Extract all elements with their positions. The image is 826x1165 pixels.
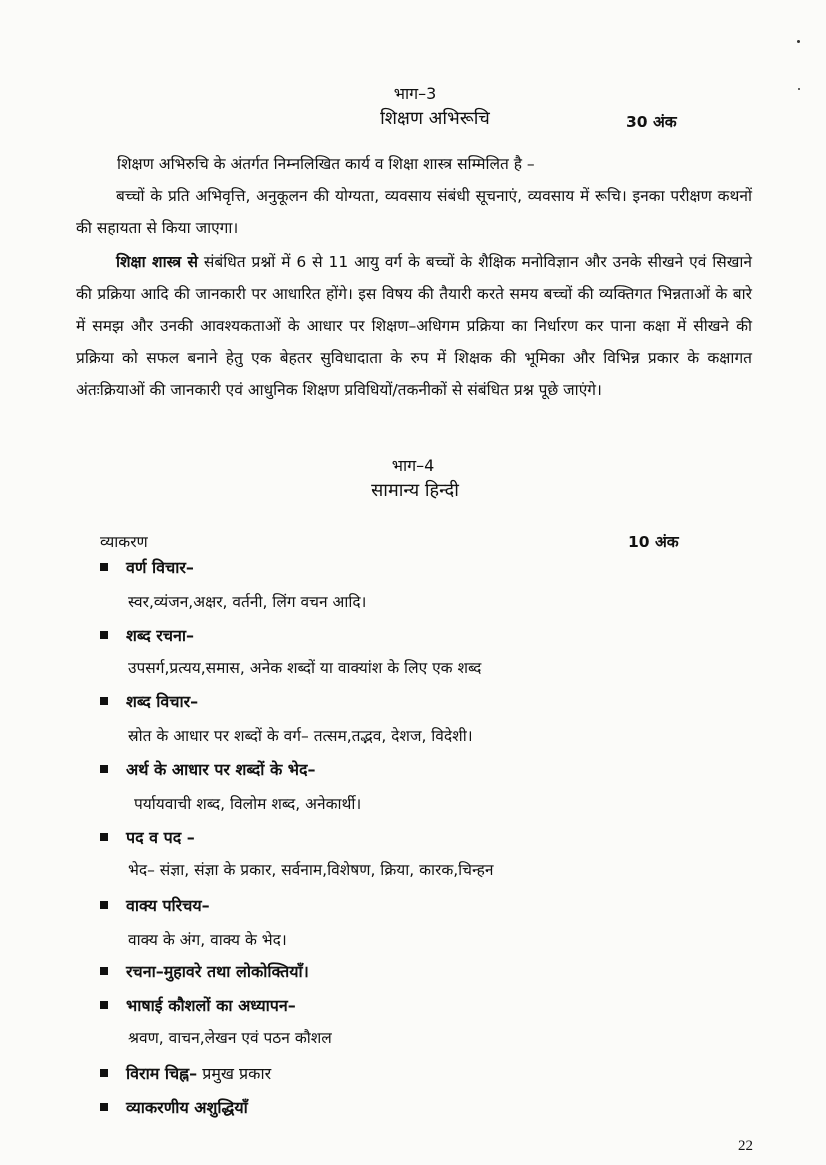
scan-speck [797, 40, 800, 43]
grammar-item-title: पद व पद – [126, 828, 195, 847]
grammar-item-title: शब्द रचना– [126, 626, 195, 645]
grammar-item-title: भाषाई कौशलों का अध्यापन– [126, 996, 296, 1015]
grammar-item [100, 994, 296, 1016]
grammar-item [100, 960, 309, 982]
grammar-section-marks: 10 अंक [628, 533, 679, 551]
grammar-item-title: अर्थ के आधार पर शब्दों के भेद– [126, 760, 316, 779]
grammar-section-label: व्याकरण [100, 533, 148, 551]
grammar-item-detail: स्रोत के आधार पर शब्दों के वर्ग– तत्सम,तद्भव, देशज, विदेशी। [128, 727, 473, 745]
grammar-item [100, 894, 210, 916]
part4-title: सामान्य हिन्दी [371, 480, 459, 501]
bullet-icon [100, 765, 108, 773]
grammar-item [100, 690, 198, 712]
grammar-item-title: शब्द विचार– [126, 692, 199, 711]
grammar-item [100, 624, 194, 646]
bullet-icon [100, 901, 108, 909]
bullet-icon [100, 967, 108, 975]
part4-heading: भाग–4 [391, 456, 435, 475]
part3-paragraph-2 [76, 246, 752, 406]
bullet-icon [100, 631, 108, 639]
part3-paragraph-1: बच्चों के प्रति अभिवृत्ति, अनुकूलन की योग्यता, व्यवसाय संबंधी सूचनाएं, व्यवसाय में रूचि। इनका परीक्षण कथनों की सहायता से किया जाएगा। [76, 187, 752, 237]
grammar-item [100, 1096, 248, 1118]
pedagogy-label: शिक्षा शास्त्र से [116, 253, 199, 271]
grammar-item-title: व्याकरणीय अशुद्धियाँ [126, 1098, 248, 1117]
grammar-item-detail: भेद– संज्ञा, संज्ञा के प्रकार, सर्वनाम,विशेषण, क्रिया, कारक,चिन्हन [128, 861, 494, 879]
part3-marks: 30 अंक [626, 113, 677, 131]
part3-heading: भाग–3 [393, 84, 437, 103]
scan-speck [798, 88, 800, 90]
grammar-item [100, 826, 195, 848]
grammar-item-title: रचना–मुहावरे तथा लोकोक्तियाँ। [126, 962, 309, 981]
grammar-item-detail: उपसर्ग,प्रत्यय,समास, अनेक शब्दों या वाक्यांश के लिए एक शब्द [128, 659, 482, 677]
bullet-icon [100, 833, 108, 841]
bullet-icon [100, 1103, 108, 1111]
bullet-icon [100, 1069, 108, 1077]
part3-intro: शिक्षण अभिरुचि के अंतर्गत निम्नलिखित कार्य व शिक्षा शास्त्र सम्मिलित है – [117, 155, 535, 173]
pedagogy-text: संबंधित प्रश्नों में 6 से 11 आयु वर्ग के बच्चों के शैक्षिक मनोविज्ञान और उनके सीखने एवं सिखाने की प्रक्रिया आदि की जानकारी पर आधारित होंगे। इस विषय की तैयारी करते समय बच्चों की व्यक्तिगत भिन्नताओं के बारे में समझ और उनकी आवश्यकताओं के आधार पर शिक्षण–अधिगम प्रक्रिया का निर्धारण कर पाना कक्षा में सीखने की प्रक्रिया को सफल बनाने हेतु एक बेहतर सुविधादाता के रुप में शिक्षक की भूमिका और विभिन्न प्रकार के कक्षागत अंतःक्रियाओं की जानकारी एवं आधुनिक शिक्षण प्रविधियों/तकनीकों से संबंधित प्रश्न पूछे जाएंगे। [76, 253, 753, 399]
grammar-item [100, 556, 194, 578]
bullet-icon [100, 697, 108, 705]
grammar-item-detail: श्रवण, वाचन,लेखन एवं पठन कौशल [128, 1029, 332, 1047]
grammar-item-detail: स्वर,व्यंजन,अक्षर, वर्तनी, लिंग वचन आदि। [128, 593, 367, 611]
part3-title: शिक्षण अभिरूचि [380, 108, 490, 129]
page-number: 22 [738, 1138, 753, 1154]
grammar-item [100, 758, 316, 780]
grammar-item-detail: वाक्य के अंग, वाक्य के भेद। [128, 931, 287, 949]
grammar-item-title-rest: प्रमुख प्रकार [197, 1064, 272, 1083]
bullet-icon [100, 563, 108, 571]
grammar-item-detail: पर्यायवाची शब्द, विलोम शब्द, अनेकार्थी। [134, 795, 362, 813]
grammar-item-title: वर्ण विचार– [126, 558, 194, 577]
grammar-item [100, 1062, 271, 1084]
bullet-icon [100, 1001, 108, 1009]
grammar-item-title: वाक्य परिचय– [126, 896, 210, 915]
grammar-item-title: विराम चिह्न– [126, 1064, 198, 1083]
